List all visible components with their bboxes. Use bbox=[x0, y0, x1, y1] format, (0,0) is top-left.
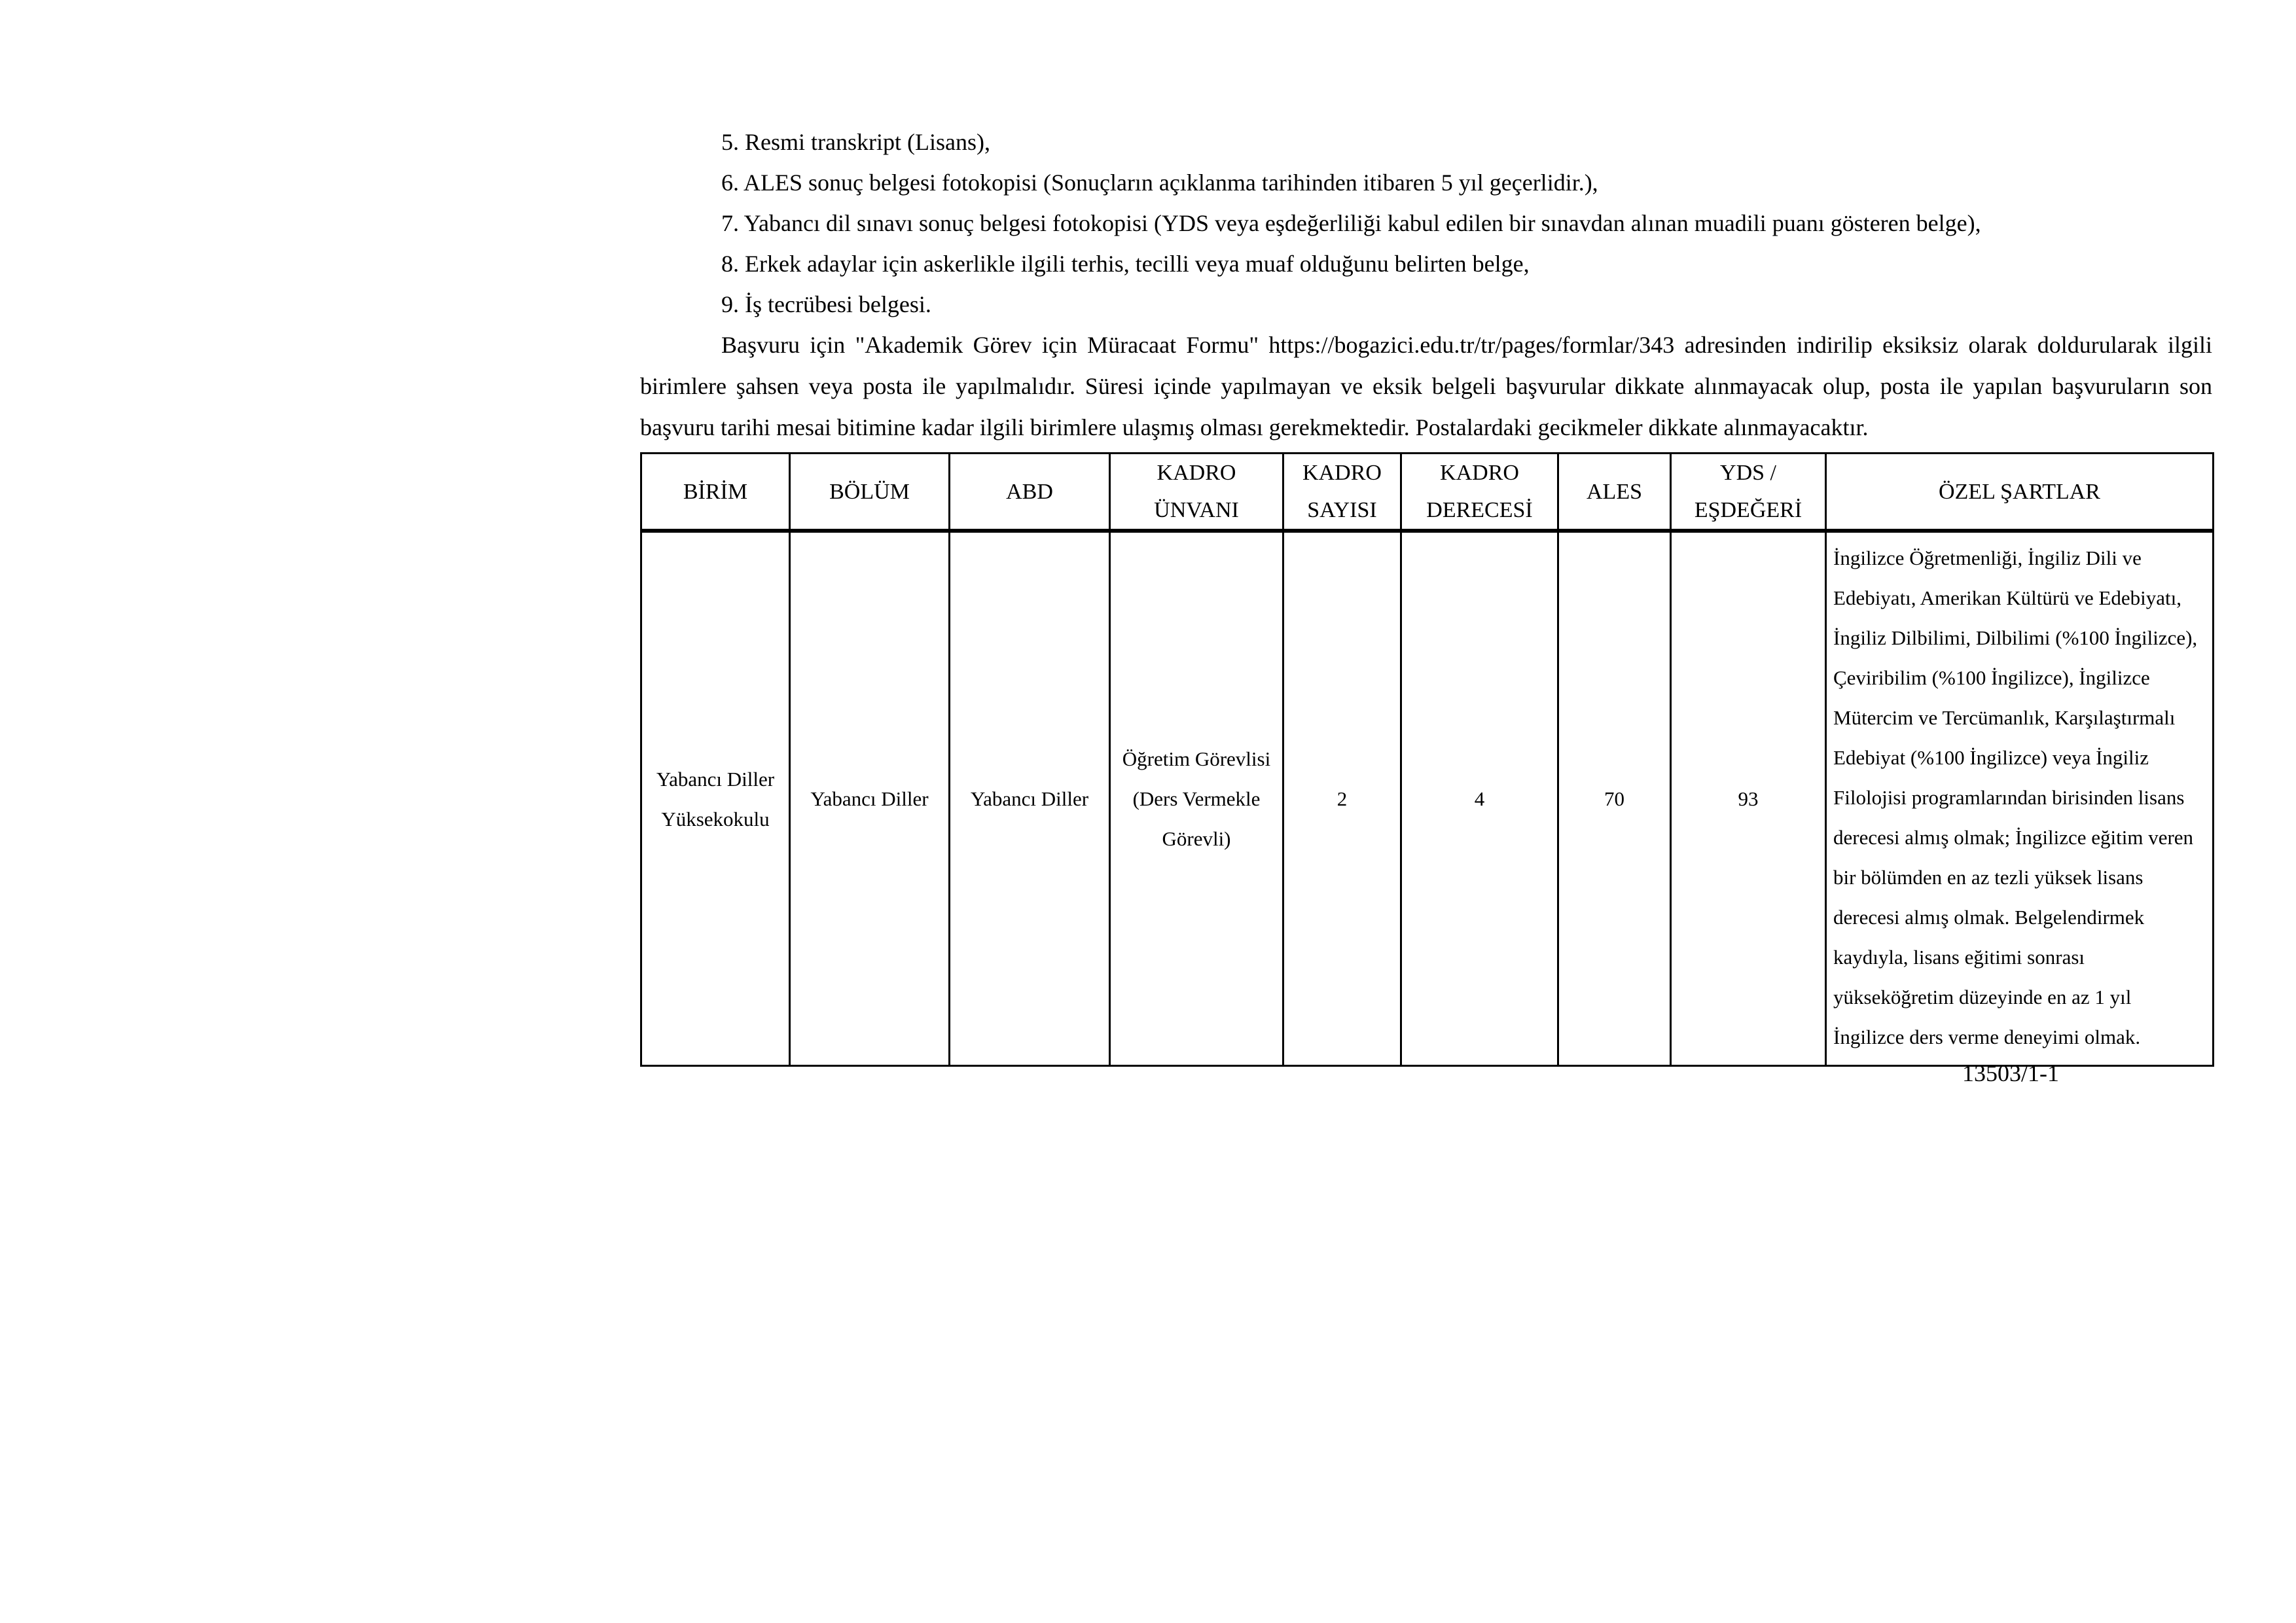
cell-abd: Yabancı Diller bbox=[950, 531, 1110, 1066]
list-item: 9. İş tecrübesi belgesi. bbox=[721, 291, 931, 317]
header-label: BİRİM bbox=[683, 479, 748, 504]
list-item: 6. ALES sonuç belgesi fotokopisi (Sonuçların açıklanma tarihinden itibaren 5 yıl geçerlidir.), bbox=[721, 169, 1598, 196]
cell-ales: 70 bbox=[1558, 531, 1671, 1066]
required-documents-list bbox=[640, 122, 2212, 325]
cell-ozel-sartlar: İngilizce Öğretmenliği, İngiliz Dili ve Edebiyatı, Amerikan Kültürü ve Edebiyatı, İngiliz Dilbilimi, Dilbilimi (%100 İngilizce), Çeviribilim (%100 İngilizce), İngilizce Mütercim ve Tercümanlık, Karşılaştırmalı Edebiyat (%100 İngilizce) veya İngiliz Filolojisi programlarından birisinden lisans derecesi almış olmak; İngilizce eğitim veren bir bölümden en az tezli yüksek lisans derecesi almış olmak. Belgelendirmek kaydıyla, lisans eğitimi sonrası yükseköğretim düzeyinde en az 1 yıl İngilizce ders verme deneyimi olmak. bbox=[1826, 531, 2214, 1066]
col-header-abd bbox=[950, 454, 1110, 531]
table-row bbox=[641, 531, 2214, 1066]
cell-kadro-derecesi: 4 bbox=[1401, 531, 1558, 1066]
header-label: KADRO bbox=[1440, 461, 1519, 485]
col-header-ales bbox=[1558, 454, 1671, 531]
col-header-bolum bbox=[790, 454, 950, 531]
footer-reference-number: 13503/1-1 bbox=[1962, 1060, 2059, 1086]
header-label: YDS / bbox=[1720, 461, 1776, 485]
cell-kadro-unvani: Öğretim Görevlisi (Ders Vermekle Görevli) bbox=[1110, 531, 1283, 1066]
col-header-yds-esdegeri bbox=[1671, 454, 1826, 531]
list-item: 8. Erkek adaylar için askerlikle ilgili terhis, tecilli veya muaf olduğunu belirten belge, bbox=[721, 251, 1530, 277]
cell-bolum: Yabancı Diller bbox=[790, 531, 950, 1066]
list-item: 7. Yabancı dil sınavı sonuç belgesi fotokopisi (YDS veya eşdeğerliliği kabul edilen bir sınavdan alınan muadili puanı gösteren belge), bbox=[721, 210, 1981, 236]
header-label: ÖZEL ŞARTLAR bbox=[1939, 479, 2100, 504]
header-label: EŞDEĞERİ bbox=[1694, 498, 1803, 522]
header-label: ABD bbox=[1006, 479, 1053, 504]
col-header-kadro-derecesi bbox=[1401, 454, 1558, 531]
cell-birim: Yabancı Diller Yüksekokulu bbox=[641, 531, 790, 1066]
table-header-row bbox=[641, 454, 2214, 531]
list-item: 5. Resmi transkript (Lisans), bbox=[721, 129, 990, 155]
document-content bbox=[640, 122, 2212, 1067]
col-header-ozel-sartlar bbox=[1826, 454, 2214, 531]
header-label: DERECESİ bbox=[1426, 498, 1533, 522]
header-label: KADRO ÜNVANI bbox=[1154, 461, 1239, 522]
application-instructions-paragraph: Başvuru için "Akademik Görev için Müracaat Formu" https://bogazici.edu.tr/tr/pages/formlar/343 adresinden indirilip eksiksiz olarak doldurularak ilgili birimlere şahsen veya posta ile yapılmalıdır. Süresi içinde yapılmayan ve eksik belgeli başvurular dikkate alınmayacak olup, posta ile yapılan başvuruların son başvuru tarihi mesai bitimine kadar ilgili birimlere ulaşmış olması gerekmektedir. Postalardaki gecikmeler dikkate alınmayacaktır. bbox=[640, 332, 2212, 440]
header-label: KADRO bbox=[1302, 461, 1382, 485]
positions-table bbox=[640, 452, 2214, 1067]
col-header-kadro-unvani bbox=[1110, 454, 1283, 531]
col-header-birim bbox=[641, 454, 790, 531]
cell-yds-esdegeri: 93 bbox=[1671, 531, 1826, 1066]
col-header-kadro-sayisi bbox=[1283, 454, 1401, 531]
header-label: BÖLÜM bbox=[829, 479, 910, 504]
cell-kadro-sayisi: 2 bbox=[1283, 531, 1401, 1066]
header-label: ALES bbox=[1587, 479, 1642, 504]
header-label: SAYISI bbox=[1307, 498, 1377, 522]
